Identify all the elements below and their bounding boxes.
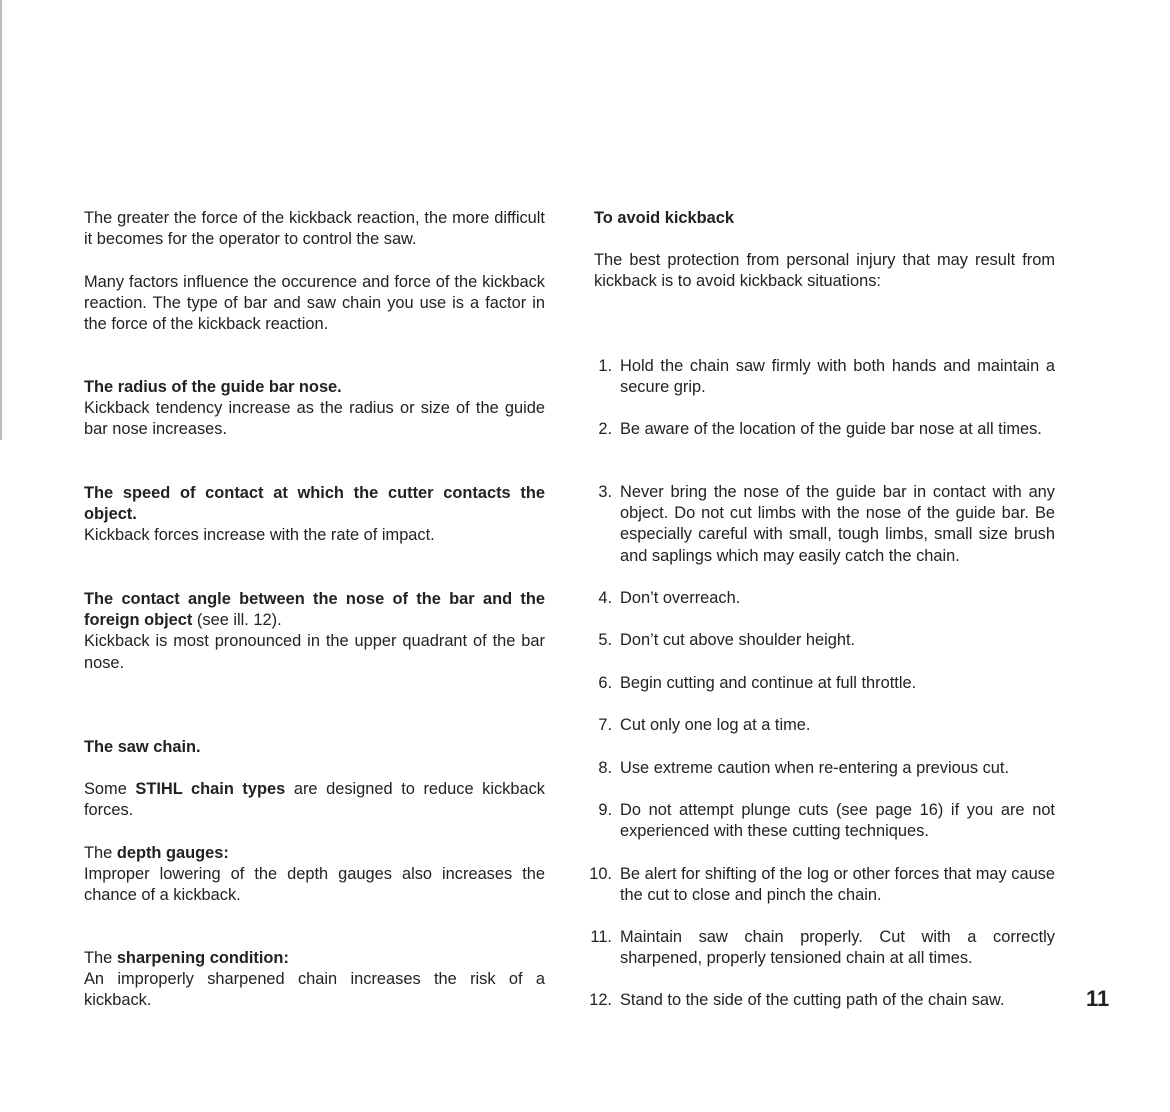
item-text: Maintain saw chain properly. Cut with a correctly sharpened, properly tensioned chain at all times. — [620, 928, 1055, 968]
text: The — [84, 844, 117, 862]
item-text: Cut only one log at a time. — [620, 716, 811, 734]
list-item — [584, 990, 1055, 1011]
paragraph: Many factors influence the occurence and force of the kickback reaction. The type of bar and saw chain you use is a factor in the force of the kickback reaction. — [84, 273, 545, 334]
section-heading: The speed of contact at which the cutter contacts the object. — [84, 484, 545, 524]
emphasis: STIHL chain types — [135, 780, 286, 798]
item-number: 7. — [598, 716, 612, 734]
text: The — [84, 949, 117, 967]
item-text: Don’t overreach. — [620, 589, 741, 607]
section-heading: The radius of the guide bar nose. — [84, 378, 342, 396]
paragraph — [84, 779, 545, 821]
paragraph: An improperly sharpened chain increases the risk of a kickback. — [84, 970, 545, 1010]
list-item — [584, 588, 1055, 609]
section-heading: The contact angle between the nose of the bar and the foreign object — [84, 590, 545, 630]
section-radius — [84, 377, 545, 441]
paragraph: Improper lowering of the depth gauges also increases the chance of a kickback. — [84, 865, 545, 905]
section-depth-gauges — [84, 843, 545, 907]
list-item — [584, 673, 1055, 694]
item-number: 11. — [590, 928, 612, 946]
paragraph: Kickback is most pronounced in the upper quadrant of the bar nose. — [84, 632, 545, 672]
item-number: 3. — [598, 483, 612, 501]
emphasis: sharpening condition: — [116, 949, 289, 967]
emphasis: depth gauges: — [116, 844, 229, 862]
list-item — [584, 927, 1055, 969]
list-item — [584, 482, 1055, 567]
list-item — [584, 419, 1055, 440]
section-speed — [84, 483, 545, 547]
item-number: 5. — [598, 631, 612, 649]
item-number: 6. — [598, 674, 612, 692]
item-text: Do not attempt plunge cuts (see page 16) if you are not experienced with these cutting techniques. — [620, 801, 1055, 841]
item-number: 4. — [598, 589, 612, 607]
page-edge — [0, 0, 2, 440]
item-text: Stand to the side of the cutting path of the chain saw. — [620, 991, 1005, 1009]
list-item — [584, 800, 1055, 842]
list-item — [584, 630, 1055, 651]
item-text: Don’t cut above shoulder height. — [620, 631, 856, 649]
item-text: Use extreme caution when re-entering a previous cut. — [620, 759, 1010, 777]
item-text: Never bring the nose of the guide bar in contact with any object. Do not cut limbs with the nose of the guide bar. Be especially careful with small, tough limbs, small size brush and saplings which may easily catch the chain. — [620, 483, 1055, 565]
item-number: 1. — [598, 357, 612, 375]
intro-paragraph: The best protection from personal injury that may result from kickback is to avoid kickback situations: — [594, 251, 1055, 291]
item-text: Hold the chain saw firmly with both hands and maintain a secure grip. — [620, 357, 1055, 397]
text: Some — [84, 780, 136, 798]
item-number: 9. — [598, 801, 612, 819]
heading-text: The saw chain. — [84, 738, 201, 756]
right-heading — [594, 208, 1055, 229]
heading-text: To avoid kickback — [594, 209, 734, 227]
list-item — [584, 356, 1055, 398]
paragraph: Kickback tendency increase as the radius or size of the guide bar nose increases. — [84, 399, 545, 439]
item-number: 8. — [598, 759, 612, 777]
section-angle — [84, 589, 545, 674]
item-number: 2. — [598, 420, 612, 438]
page-number: 11 — [1086, 986, 1110, 1011]
item-text: Begin cutting and continue at full throttle. — [620, 674, 917, 692]
illustration-ref: (see ill. 12). — [192, 611, 282, 630]
list-item — [584, 758, 1055, 779]
list-item — [584, 864, 1055, 906]
paragraph: The greater the force of the kickback reaction, the more difficult it becomes for the operator to control the saw. — [84, 209, 545, 249]
item-text: Be alert for shifting of the log or other forces that may cause the cut to close and pinch the chain. — [620, 865, 1055, 905]
section-sharpening — [84, 948, 545, 1012]
item-number: 10. — [589, 865, 612, 883]
text: are designed to reduce kickback forces. — [84, 780, 545, 820]
item-text: Be aware of the location of the guide bar nose at all times. — [620, 420, 1042, 438]
paragraph: Kickback forces increase with the rate of impact. — [84, 526, 435, 545]
item-number: 12. — [589, 991, 612, 1009]
section-heading — [84, 737, 545, 758]
list-item — [584, 715, 1055, 736]
